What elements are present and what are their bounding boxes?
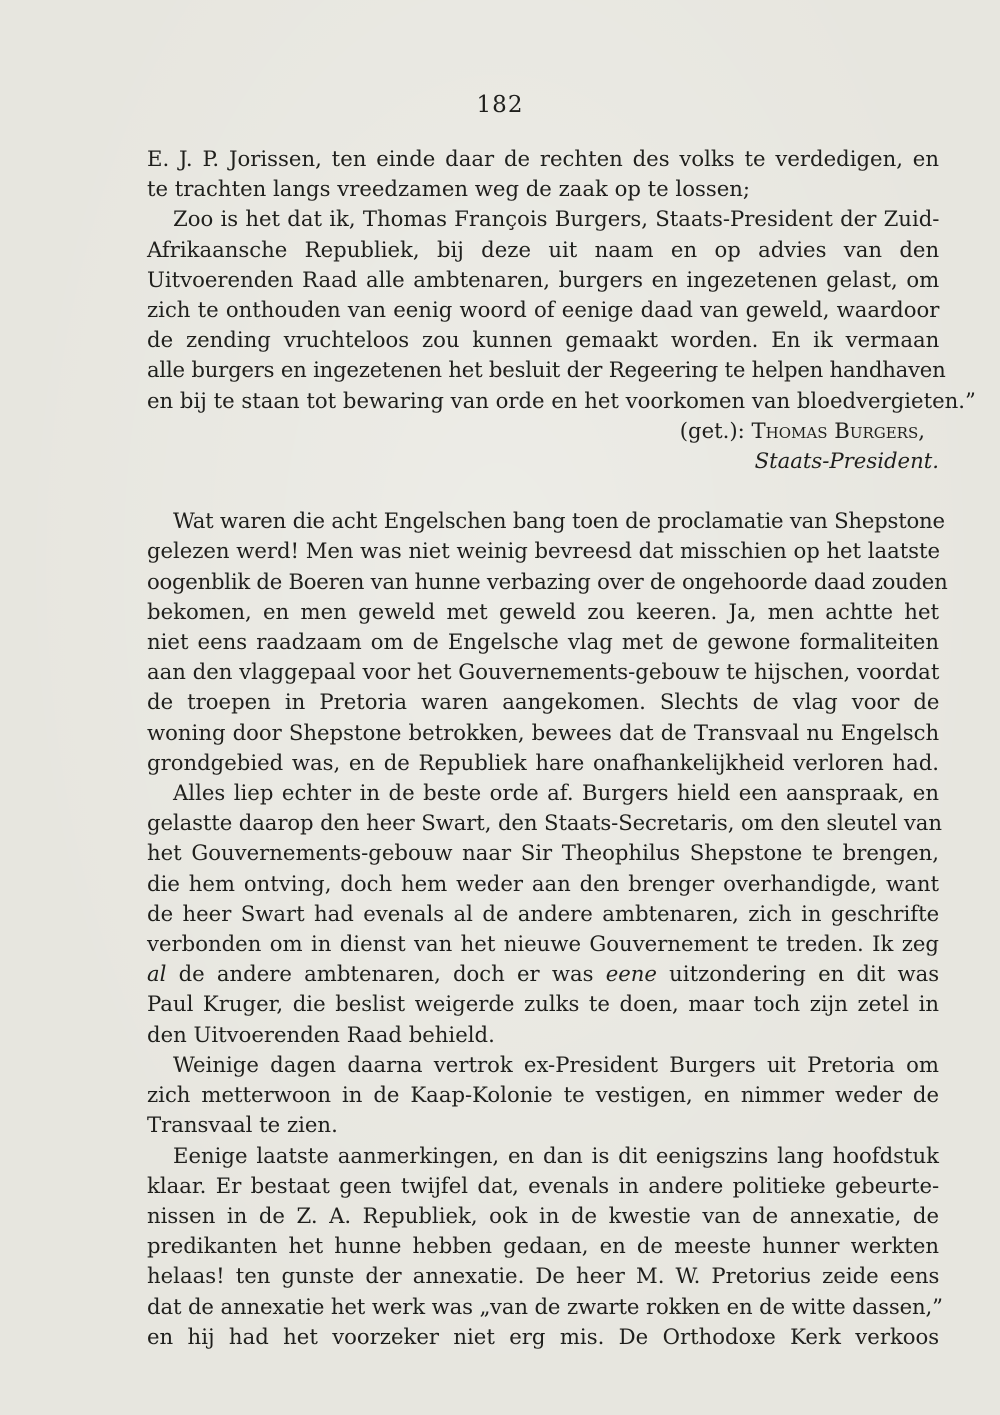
paragraph-1	[147, 144, 939, 204]
paragraph-4	[147, 778, 942, 1050]
text-line: de heer Swart had evenals al de andere ambtenaren, zich in geschrifte	[147, 900, 940, 926]
text-line: die hem ontving, doch hem weder aan den brenger overhandigde, want	[147, 870, 939, 896]
text-line: klaar. Er bestaat geen twijfel dat, evenals in andere politieke gebeurte-	[147, 1172, 940, 1198]
text-line: nissen in de Z. A. Republiek, ook in de kwestie van de annexatie, de	[147, 1202, 939, 1228]
text-line: Zoo is het dat ik, Thomas François Burgers, Staats-President der Zuid-	[173, 206, 940, 232]
text-line: alle burgers en ingezetenen het besluit der Regeering te helpen handhaven	[147, 357, 946, 383]
italic-word: eene	[605, 961, 657, 987]
text-line: Transvaal te zien.	[147, 1112, 338, 1138]
page-number: 182	[476, 92, 524, 118]
text-line: zich metterwoon in de Kaap-Kolonie te vestigen, en nimmer weder de	[147, 1082, 939, 1108]
text-line: de troepen in Pretoria waren aangekomen. Slechts de vlag voor de	[147, 689, 940, 715]
text-line: Weinige dagen daarna vertrok ex-President Burgers uit Pretoria om	[173, 1051, 939, 1077]
paragraph-6	[147, 1141, 943, 1352]
italic-word: al	[147, 961, 167, 987]
text-line: zich te onthouden van eenig woord of eenige daad van geweld, waardoor	[147, 297, 940, 323]
paragraph-5	[147, 1050, 939, 1141]
text-line: E. J. P. Jorissen, ten einde daar de rechten des volks te verdedigen, en	[147, 146, 939, 171]
text-line: woning door Shepstone betrokken, bewees dat de Transvaal nu Engelsch	[147, 719, 940, 745]
text-line: te trachten langs vreedzamen weg de zaak op te lossen;	[147, 176, 751, 202]
text-line: gelastte daarop den heer Swart, den Staats-Secretaris, om den sleutel van	[147, 810, 942, 836]
text-line: Eenige laatste aanmerkingen, en dan is dit eenigszins lang hoofdstuk	[173, 1142, 940, 1168]
text-line: aan den vlaggepaal voor het Gouvernements-gebouw te hijschen, voordat	[147, 659, 940, 685]
body-text	[147, 144, 976, 1352]
text-line: predikanten het hunne hebben gedaan, en de meeste hunner werkten	[147, 1233, 939, 1259]
text-line: bekomen, en men geweld met geweld zou keeren. Ja, men achtte het	[147, 598, 939, 624]
signature-block	[147, 416, 939, 476]
signature-line	[147, 416, 939, 446]
text-line: Afrikaansche Republiek, bij deze uit naam en op advies van den	[147, 236, 940, 262]
text-fragment: de andere ambtenaren, doch er was	[166, 961, 606, 987]
text-line-with-italics	[147, 959, 939, 989]
text-line: en bij te staan tot bewaring van orde en het voorkomen van bloedvergieten.”	[147, 387, 976, 413]
paragraph-2	[147, 204, 976, 415]
text-line: de zending vruchteloos zou kunnen gemaakt worden. En ik vermaan	[147, 327, 940, 353]
text-line: den Uitvoerenden Raad behield.	[147, 1021, 495, 1047]
text-line: grondgebied was, en de Republiek hare onafhankelijkheid verloren had.	[147, 749, 939, 775]
text-line: gelezen werd! Men was niet weinig bevreesd dat misschien op het laatste	[147, 538, 941, 564]
text-line: Paul Kruger, die beslist weigerde zulks te doen, maar toch zijn zetel in	[147, 991, 939, 1017]
signature-title: Staats-President.	[754, 448, 939, 474]
paragraph-3	[147, 506, 948, 778]
signature-prefix: (get.):	[679, 417, 745, 443]
paragraph-gap	[147, 476, 939, 506]
text-line: en hij had het voorzeker niet erg mis. De Orthodoxe Kerk verkoos	[147, 1323, 940, 1349]
signature-name: Thomas Burgers,	[751, 417, 925, 443]
text-line: het Gouvernements-gebouw naar Sir Theophilus Shepstone te brengen,	[147, 840, 939, 866]
text-line: helaas! ten gunste der annexatie. De heer M. W. Pretorius zeide eens	[147, 1263, 940, 1289]
text-line: Alles liep echter in de beste orde af. Burgers hield een aanspraak, en	[173, 780, 939, 806]
text-line: verbonden om in dienst van het nieuwe Gouvernement te treden. Ik zeg	[147, 931, 939, 957]
text-fragment: uitzondering en dit was	[656, 961, 940, 987]
text-line: dat de annexatie het werk was „van de zwarte rokken en de witte dassen,”	[147, 1293, 943, 1319]
text-line: Uitvoerenden Raad alle ambtenaren, burgers en ingezetenen gelast, om	[147, 266, 940, 292]
text-line: oogenblik de Boeren van hunne verbazing over de ongehoorde daad zouden	[147, 568, 948, 594]
text-line: Wat waren die acht Engelschen bang toen de proclamatie van Shepstone	[173, 508, 945, 534]
text-line: niet eens raadzaam om de Engelsche vlag met de gewone formaliteiten	[147, 629, 939, 655]
